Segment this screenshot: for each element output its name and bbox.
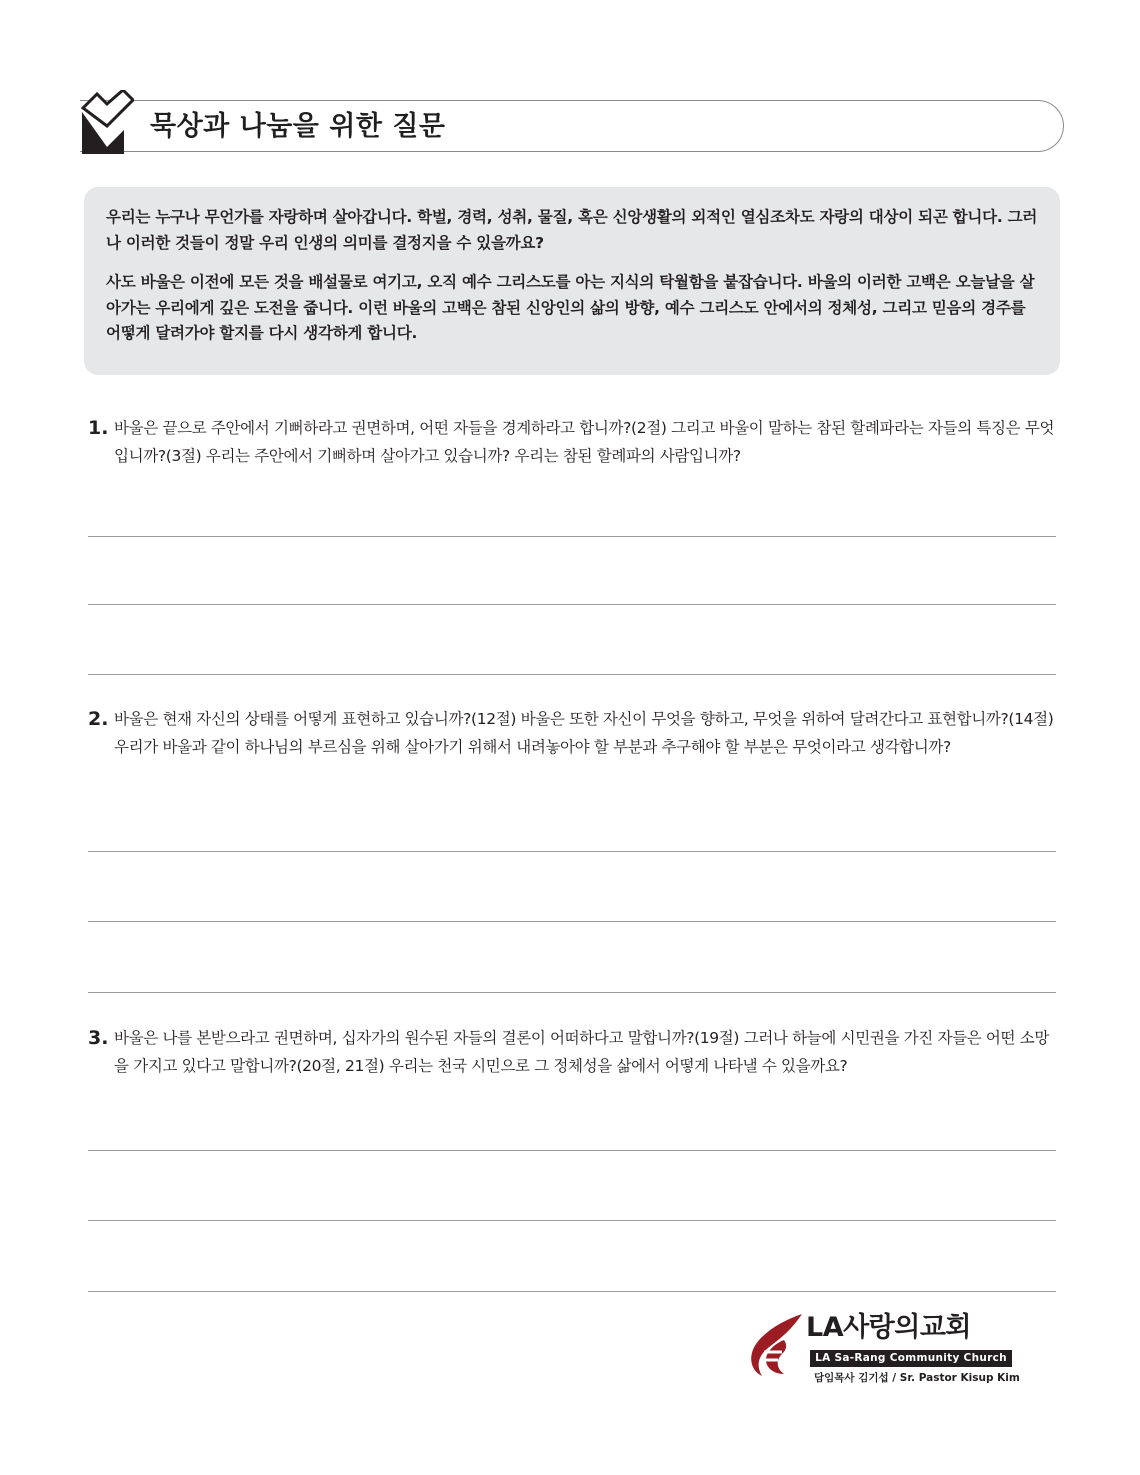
question-number: 2.	[88, 708, 109, 730]
flame-logo-icon	[744, 1312, 808, 1378]
checkbox-check-icon	[80, 90, 134, 156]
page-title: 묵상과 나눔을 위한 질문	[150, 111, 446, 142]
answer-line[interactable]	[88, 1291, 1056, 1292]
answer-line[interactable]	[88, 674, 1056, 675]
answer-line[interactable]	[88, 1150, 1056, 1151]
question-text: 바울은 현재 자신의 상태를 어떻게 표현하고 있습니까?(12절) 바울은 또한 자신이 무엇을 향하고, 무엇을 위하여 달려간다고 표현합니까?(14절) 우리가 바울과 같이 하나님의 부르심을 위해 살아가기 위해서 내려놓아야 할 부분과 추구해야 할 부분은 무엇이라고 생각합니까?	[114, 710, 1054, 756]
intro-paragraph: 우리는 누구나 무언가를 자랑하며 살아갑니다. 학벌, 경력, 성취, 물질, 혹은 신앙생활의 외적인 열심조차도 자랑의 대상이 되곤 합니다. 그러나 이러한 것들이 정말 우리 인생의 의미를 결정지을 수 있을까요?	[106, 208, 1038, 252]
logo-subtitle: LA Sa-Rang Community Church	[810, 1350, 1012, 1367]
intro-box	[84, 187, 1060, 375]
answer-line[interactable]	[88, 921, 1056, 922]
answer-line[interactable]	[88, 1220, 1056, 1221]
answer-line[interactable]	[88, 851, 1056, 852]
answer-line[interactable]	[88, 604, 1056, 605]
question-number: 3.	[88, 1027, 109, 1049]
question-text: 바울은 끝으로 주안에서 기뻐하라고 권면하며, 어떤 자들을 경계하라고 합니까?(2절) 그리고 바울이 말하는 참된 할례파라는 자들의 특징은 무엇입니까?(3절) 우리는 주안에서 기뻐하며 살아가고 있습니까? 우리는 참된 할례파의 사람입니까?	[114, 419, 1055, 465]
question-number: 1.	[88, 417, 109, 439]
intro-paragraph: 사도 바울은 이전에 모든 것을 배설물로 여기고, 오직 예수 그리스도를 아는 지식의 탁월함을 붙잡습니다. 바울의 이러한 고백은 오늘날을 살아가는 우리에게 깊은 도전을 줍니다. 이런 바울의 고백은 참된 신앙인의 삶의 방향, 예수 그리스도 안에서의 정체성, 그리고 믿음의 경주를 어떻게 달려가야 할지를 다시 생각하게 합니다.	[106, 273, 1035, 342]
answer-line[interactable]	[88, 992, 1056, 993]
church-logo	[744, 1308, 1024, 1388]
logo-name: LA사랑의교회	[806, 1312, 972, 1343]
logo-pastor: 담임목사 김기섭 / Sr. Pastor Kisup Kim	[814, 1372, 1020, 1384]
question-text: 바울은 나를 본받으라고 권면하며, 십자가의 원수된 자들의 결론이 어떠하다고 말합니까?(19절) 그러나 하늘에 시민권을 가진 자들은 어떤 소망을 가지고 있다고 말합니까?(20절, 21절) 우리는 천국 시민으로 그 정체성을 삶에서 어떻게 나타낼 수 있을까요?	[114, 1029, 1049, 1075]
answer-line[interactable]	[88, 536, 1056, 537]
